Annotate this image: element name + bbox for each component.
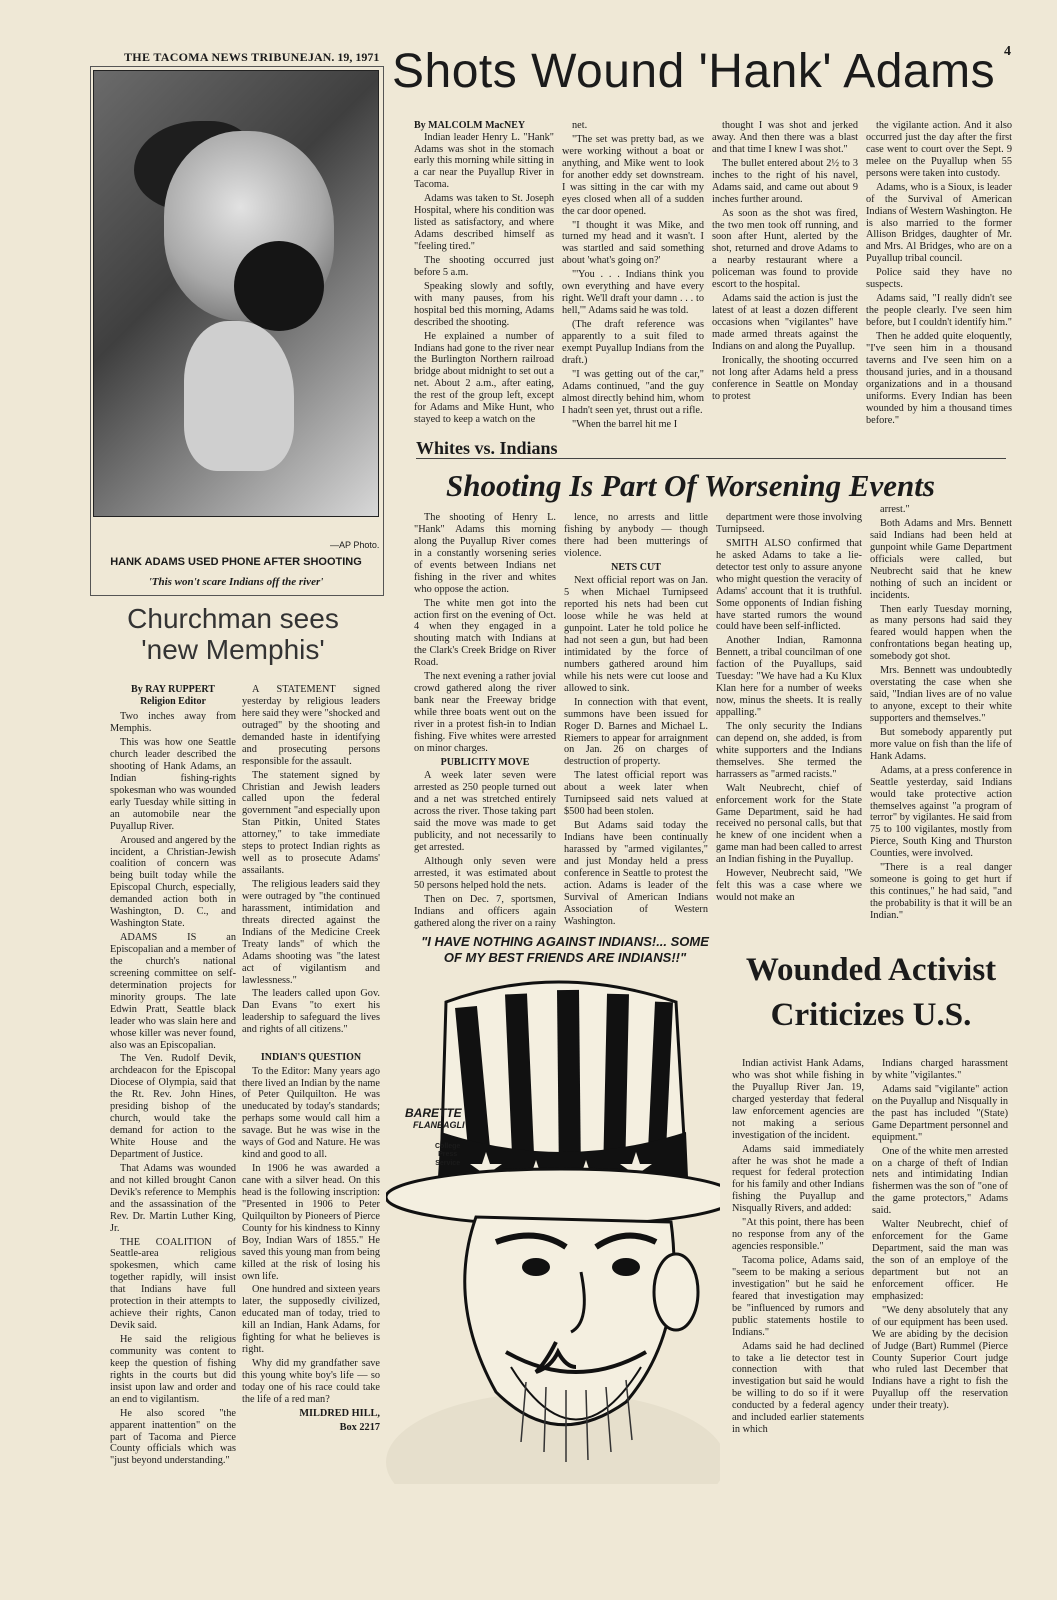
paragraph: Adams said he had declined to take a lie detector test in connection with that investigation but said he would be willing to do so if it were conducted by a federal agency and included earlier statements in which <box>732 1340 864 1436</box>
photo-caption: HANK ADAMS USED PHONE AFTER SHOOTING <box>110 556 362 568</box>
story3-col1-body <box>110 711 236 1467</box>
paragraph: "When the barrel hit me I <box>572 418 678 430</box>
paragraph: Adams said "vigilante" action on the Puyallup and Nisqually in the past has included "(State) Game Department personnel and equipment." <box>872 1083 1008 1143</box>
story2-column-1 <box>414 512 556 930</box>
story3-column-1 <box>110 684 236 1476</box>
paragraph: Adams said immediately after he was shot he made a request for federal protection for his family and other Indians fishing the Puyallup and Nisqually Rivers, and added: <box>732 1143 864 1215</box>
paragraph: He also scored "the apparent inattention" on the part of Tacoma and Pierce County officials which was "just beyond understanding." <box>110 1407 236 1467</box>
paragraph: The religious leaders said they were outraged by "the continued harassment, intimidation and threats directed against the Indians of the Medicine Creek Treaty lands" of which the Adams shooting was "the latest act of vigilantism and lawlessness." <box>242 879 380 986</box>
paragraph: This was how one Seattle church leader described the shooting of Hank Adams, an Indian fishing-rights spokesman who was wounded early Tuesday while sitting in an automobile near the Puyallup River. <box>110 737 236 832</box>
paragraph: (The draft reference was apparently to a suit filed to exempt Puyallup Indians from the draft.) <box>562 319 704 366</box>
paragraph: A week later seven were arrested as 250 people turned out and a net was stretched entirely across the river. Those taking part said the move was made to get publicity, and not necessarily to get arrested. <box>414 770 556 853</box>
paragraph: net. <box>572 120 588 131</box>
cartoon-caption: "I HAVE NOTHING AGAINST INDIANS!... SOME OF MY BEST FRIENDS ARE INDIANS!!" <box>421 934 709 966</box>
paragraph: Tacoma police, Adams said, "seem to be making a serious investigation" but he said he feared that investigation may be "influenced by rumors and public statements hostile to Indians." <box>732 1255 864 1338</box>
story4-column-2 <box>872 1058 1008 1488</box>
letter-signature: MILDRED HILL, <box>299 1407 380 1419</box>
paragraph: As soon as the shot was fired, the two men took off running, and soon after Hunt, alerted by the shot, returned and drove Adams to a nearby restaurant where a policeman was found to provide escort to the hospital. <box>712 207 858 291</box>
paragraph: To the Editor: Many years ago there lived an Indian by the name of Peter Quilquilton. He was uneducated by today's standards; perhaps some would call him a savage. But he was wise in the ways of God and Nature. He was kind and good to all. <box>242 1065 380 1161</box>
paragraph: "'You . . . Indians think you own everything and have every right. We'll draft your damn . . . to hell,'" Adams said he was told. <box>562 269 704 317</box>
service-line-3: Service <box>435 1159 461 1167</box>
headline-churchman: Churchman sees 'new Memphis' <box>127 603 339 665</box>
paragraph: A STATEMENT signed yesterday by religious leaders here said they were "shocked and outraged" by the shooting and demanded haste in identifying and prosecuting persons responsible for the assault. <box>242 684 380 767</box>
letter-body <box>242 1066 380 1406</box>
section-divider <box>416 458 1006 459</box>
telephone-icon <box>234 241 324 331</box>
paragraph: The leaders called upon Gov. Dan Evans "to exert his leadership to safeguard the lives and rights of all citizens." <box>242 988 380 1036</box>
paragraph: NETS CUT <box>611 561 661 573</box>
paragraph: THE COALITION of Seattle-area religious spokesmen, which came together rapidly, will insist that Indians have full protection in their attempts to achieve their rights, Canon Devik said. <box>110 1236 236 1332</box>
story1-column-1 <box>414 120 554 436</box>
masthead: THE TACOMA NEWS TRIBUNE <box>124 50 308 64</box>
paragraph: In 1906 he was awarded a cane with a silver head. On this head is the following inscription: "Presented in 1906 to Peter Quilquilton by Pioneers of Pierce County for his kindness to Kinny Boy, Indian Wars of 1855." He saved this young man from being killed at the risk of losing his own life. <box>242 1163 380 1282</box>
story1-column-4 <box>866 120 1012 460</box>
paragraph: "The set was pretty bad, as we were working without a boat or anything, and Mike went to look for another eddy set downstream. I was sitting in the car with my eyes closed when all of a sudden the car door opened. <box>562 133 704 217</box>
paragraph: Adams said, "I really didn't see the people clearly. I've seen him before, but I couldn't identify him." <box>866 293 1012 328</box>
news-photo <box>93 70 379 517</box>
paragraph: Then early Tuesday morning, as many persons had said they feared would happen when the confrontations began heating up, somebody got shot. <box>870 603 1012 663</box>
headline-shots-wound: Shots Wound 'Hank' Adams <box>392 45 996 98</box>
story2-column-3 <box>716 512 862 930</box>
photo-subcaption: 'This won't scare Indians off the river' <box>148 576 324 588</box>
headline-shooting-is-part: Shooting Is Part Of Worsening Events <box>446 468 935 503</box>
paragraph: "I thought it was Mike, and turned my head and it wasn't. I was startled and said something about 'what's going on?' <box>562 219 704 267</box>
paragraph: He said the religious community was content to keep the question of fishing rights in the courts but did insist upon law and order and an end to vigilantism. <box>110 1334 236 1405</box>
paragraph: Adams, who is a Sioux, is leader of the Survival of American Indians of Western Washington. He is also married to the former Allison Bridges, daughter of Mr. and Mrs. Al Bridges, who are on a Puyallup tribal council. <box>866 181 1012 265</box>
photo-credit: —AP Photo. <box>330 540 380 550</box>
story1-byline: By MALCOLM MacNEY <box>414 120 526 131</box>
paragraph: In connection with that event, summons have been issued for Roger D. Barnes and Michael L. Riemers to appear for arraignment on Jan. 26 on charges of destruction of property. <box>564 696 708 768</box>
paragraph: The shooting occurred just before 5 a.m. <box>414 254 554 278</box>
paragraph: Walt Neubrecht, chief of enforcement work for the State Game Department, said he had received no personal calls, but that he knew of one incident when a game man had been called to arrest an Indian fishing in the Puyallup. <box>716 782 862 866</box>
paragraph: The statement signed by Christian and Jewish leaders called upon the federal government "and especially upon Stan Pitkin, United States attorney," to take immediate steps to protect Indian rights as well as to prosecute Adams' assailants. <box>242 769 380 877</box>
paragraph: The next evening a rather jovial crowd gathered along the river bank near the Freeway bridge while three boats went out on the river in a protest fish-in to Indian fishing. Five whites were arrested on minor charges. <box>414 671 556 754</box>
paragraph: Adams was taken to St. Joseph Hospital, where his condition was listed as satisfactory, and where Adams described himself as "feeling tired." <box>414 193 554 253</box>
paragraph: Ironically, the shooting occurred not long after Adams held a press conference in Seattle on Monday to protest <box>712 354 858 402</box>
artist-name-line2: FLANEAGLI <box>413 1120 465 1130</box>
paragraph: Indian activist Hank Adams, who was shot while fishing in the Puyallup River Jan. 19, charged yesterday that federal law enforcement agencies are not making a serious investigation of the incident. <box>732 1058 864 1141</box>
paragraph: Next official report was on Jan. 5 when Michael Turnipseed reported his nets had been cut loose while he was held at gunpoint. Later he told police he had not seen a gun, but had been intimidated by the force of numbers gathered around him while his nets were cut loose and allowed to sink. <box>564 575 708 694</box>
service-line-1: College <box>435 1143 461 1150</box>
paragraph: Police said they have no suspects. <box>866 267 1012 291</box>
paragraph: However, Neubrecht said, "We felt this was a case where we would not make an <box>716 868 862 904</box>
story2-column-4 <box>870 504 1012 944</box>
paragraph: Indian leader Henry L. "Hank" Adams was shot in the stomach early this morning while sitting in a car near the Puyallup River in Tacoma. <box>414 131 554 191</box>
paragraph: Another Indian, Ramonna Bennett, a tribal councilman of one faction of the Puyallups, said Tuesday: "We have had a Ku Klux Klan here for a number of weeks now, minus the sheets. It is really appalling." <box>716 635 862 718</box>
paragraph: Indians charged harassment by white "vigilantes." <box>872 1058 1008 1081</box>
paragraph: The bullet entered about 2½ to 3 inches to the right of his navel, Adams said, and came out about 9 inches further around. <box>712 157 858 205</box>
story3-byline-title: Religion Editor <box>140 695 206 707</box>
letter-address: Box 2217 <box>339 1421 380 1433</box>
paragraph: SMITH ALSO confirmed that he asked Adams to take a lie-detector test only to assure anyone who might question the veracity of Adams' account that it is truthful. Some opponents of Indian fishing have started rumors the wound could have been self-inflicted. <box>716 537 862 633</box>
artist-name: BARETTE <box>405 1106 462 1120</box>
story1-column-2 <box>562 120 704 436</box>
paragraph: One hundred and sixteen years later, the supposedly civilized, educated man of today, tried to kill an Indian, Hank Adams, for fighting for what he believes is right. <box>242 1284 380 1356</box>
paragraph: Then on Dec. 7, sportsmen, Indians and officers again gathered along the river on a rainy <box>414 893 556 929</box>
cartoon-artist-signature <box>405 1106 465 1130</box>
paragraph: "I was getting out of the car," Adams continued, "and the guy almost directly behind him, whom I hadn't seen yet, thrust out a rifle. <box>562 368 704 416</box>
paragraph: ADAMS IS an Episcopalian and a member of the church's national screening committee on self-determination projects for minority groups. The late Edwin Pratt, Seattle black leader who was slain here and whose killer was never found, also was an Episcopalian. <box>110 932 236 1051</box>
story1-column-3 <box>712 120 858 436</box>
editorial-cartoon <box>386 972 720 1484</box>
paragraph: Adams, at a press conference in Seattle yesterday, said Indians would take protective action themselves against "a program of terror" by vigilantes. He said from 75 to 100 vigilantes, mostly from Pierce, South King and Thurston Counties, were involved. <box>870 764 1012 860</box>
paragraph: The Ven. Rudolf Devik, archdeacon for the Episcopal Diocese of Olympia, said that the Rt. Rev. John Hines, presiding bishop of the church, would take the demand for action to the White House and the Department of Justice. <box>110 1053 236 1160</box>
paragraph: Two inches away from Memphis. <box>110 711 236 735</box>
paragraph: But Adams said today the Indians have been continually harassed by "armed vigilantes," and just Monday held a press conference in Seattle to protest the action. Adams is leader of the Survival of American Indians Association of Western Washington. <box>564 820 708 927</box>
paragraph: Adams said the action is just the latest of at least a dozen different occasions when "vigilantes" have made armed threats against the Indians on and along the Puyallup. <box>712 293 858 352</box>
paragraph: That Adams was wounded and not killed brought Canon Devik's reference to Memphis and the assassination of the Rev. Dr. Martin Luther King, Jr. <box>110 1162 236 1234</box>
paragraph: Both Adams and Mrs. Bennett said Indians had been held at gunpoint while Game Department officials were called, but Neubrecht said that he knew nothing of such an incident or incidents. <box>870 517 1012 601</box>
page-number: 4 <box>1004 44 1011 59</box>
letter-heading: INDIAN'S QUESTION <box>260 1052 362 1063</box>
paragraph: PUBLICITY MOVE <box>440 756 530 768</box>
paragraph: But somebody apparently put more value on fish than the life of Hank Adams. <box>870 726 1012 762</box>
paragraph: department were those involving Turnipseed. <box>716 512 862 535</box>
story1-col1-body <box>414 132 554 427</box>
story4-column-1 <box>732 1058 864 1488</box>
paragraph: thought I was shot and jerked away. And then there was a blast and that time I knew I was shot." <box>712 120 858 155</box>
paragraph: Mrs. Bennett was undoubtedly overstating the case when she said, "Indian lives are of no value to anyone, except to their white supporters and themselves." <box>870 665 1012 724</box>
paragraph: the vigilante action. And it also occurred just the day after the first case went to court over the Sept. 9 melee on the Puyallup when 55 persons were taken into custody. <box>866 120 1012 179</box>
headline-wounded-activist: Wounded Activist Criticizes U.S. <box>745 952 997 1033</box>
dateline: JAN. 19, 1971 <box>308 50 380 64</box>
story3-byline: By RAY RUPPERT <box>131 684 215 695</box>
paragraph: "At this point, there has been no response from any of the agencies responsible." <box>732 1217 864 1253</box>
paragraph: Why did my grandfather save this young white boy's life — so today one of his race could take the life of a red man? <box>242 1358 380 1405</box>
story2-column-2 <box>564 512 708 930</box>
paragraph: He explained a number of Indians had gone to the river near the Burlington Northern railroad bridge about midnight to set out a net. About 2 a.m., after eating, the rest of the group left, except for Adams and Mike Hunt, who stayed to keep a watch on the <box>414 330 554 426</box>
photo-hand <box>184 321 294 471</box>
paragraph: Walter Neubrecht, chief of enforcement for the Game Department, said the man was the son of an employe of the department but not an enforcement officer. He emphasized: <box>872 1219 1008 1302</box>
paragraph: The white men got into the action first on the evening of Oct. 4 when they engaged in a shouting match with Indians at the Clark's Creek Bridge on River Road. <box>414 597 556 669</box>
paragraph: lence, no arrests and little fishing by anybody — though there had been mutterings of violence. <box>564 512 708 559</box>
paragraph: Speaking slowly and softly, with many pauses, from his hospital bed this morning, Adams described the shooting. <box>414 280 554 328</box>
paragraph: Then he added quite eloquently, "I've seen him in a thousand taverns and I've seen him on a thousand juries, and in a thousand organizations and in a thousand uniforms. Every Indian has been wounded by him a thousand times before." <box>866 330 1012 426</box>
letter-to-editor <box>242 1052 380 1452</box>
paragraph: Aroused and angered by the incident, a Christian-Jewish coalition of concern was being built today while the Episcopal Church, especially, demanded action both in Washington, D. C., and Washington State. <box>110 834 236 930</box>
paragraph: "We deny absolutely that any of our equipment has been used. We are abiding by the decision of Judge (Bart) Rummel (Pierce County Superior Court judge who ruled last December that Indians have a right to fish the Puyallup off the reservation under their treaty). <box>872 1304 1008 1412</box>
uncle-sam-illustration <box>386 972 720 1484</box>
paragraph: The shooting of Henry L. "Hank" Adams this morning along the Puyallup River comes in a constantly worsening series of events between Indians net fishing in the river and whites who oppose the action. <box>414 512 556 595</box>
paragraph: One of the white men arrested on a charge of theft of Indian nets and intimidating Indian fishermen was the son of "one of the game protectors," Adams said. <box>872 1145 1008 1217</box>
paragraph: "There is a real danger someone is going to get hurt if this continues," he had said, "and the probability is that it will be an Indian." <box>870 862 1012 921</box>
paragraph: arrest." <box>880 504 910 515</box>
story3-column-2 <box>242 684 380 1046</box>
service-line-2: Press <box>438 1151 458 1159</box>
press-service-credit <box>435 1143 460 1168</box>
paragraph: Although only seven were arrested, it was estimated about 50 persons helped hold the nets. <box>414 855 556 891</box>
paragraph: The only security the Indians can depend on, she added, is from white supporters and the Indians themselves. She termed the harrassers as "armed racists." <box>716 720 862 780</box>
paragraph: The latest official report was about a week later when Turnipseed said nets valued at $500 had been stolen. <box>564 770 708 818</box>
section-label-whites-vs-indians: Whites vs. Indians <box>416 438 558 458</box>
